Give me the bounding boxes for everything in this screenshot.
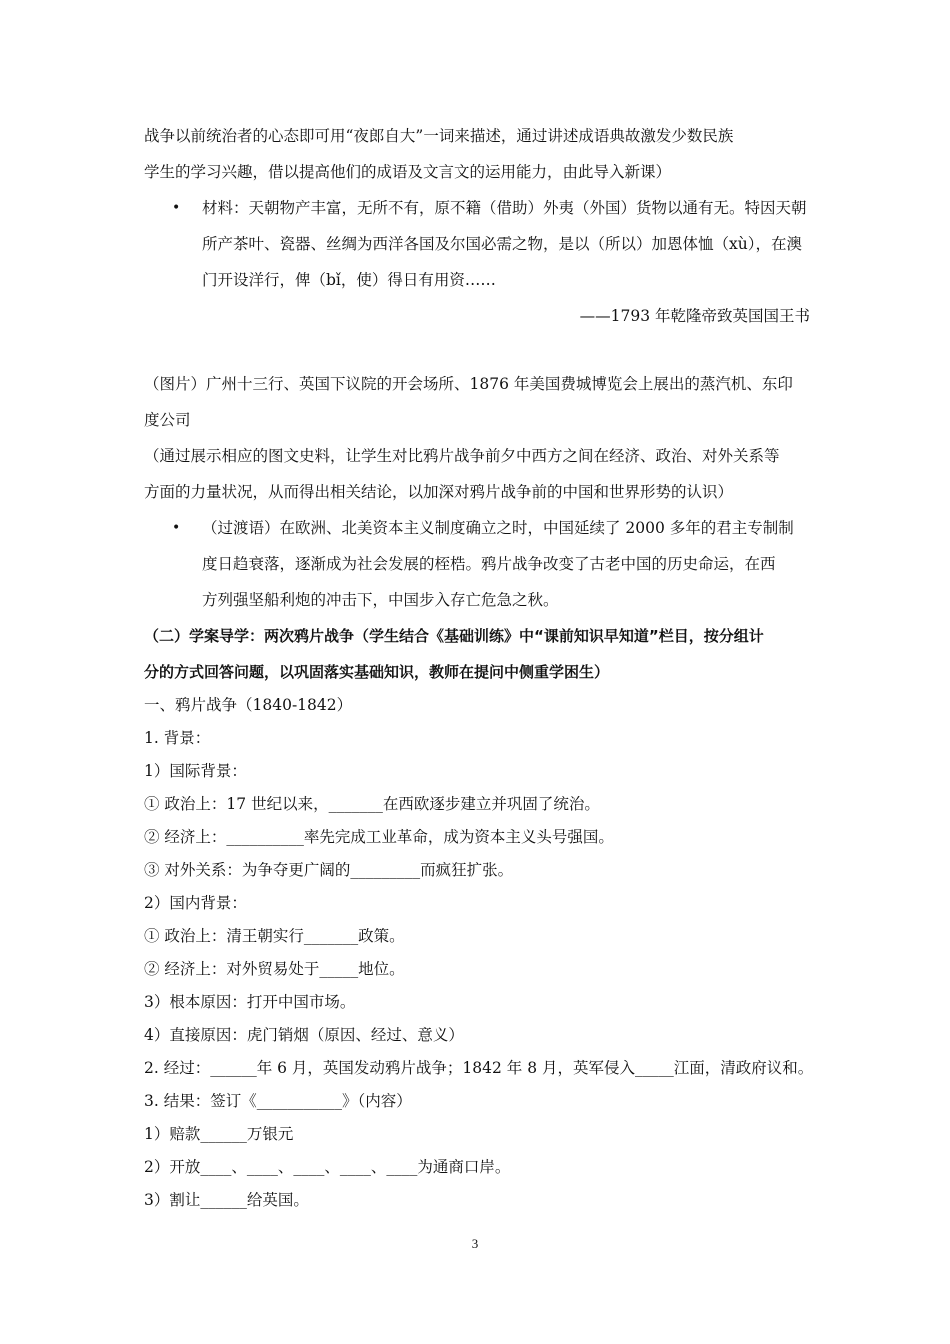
pictures-line-2: 度公司	[144, 411, 191, 429]
outline-line: 2）国内背景：	[144, 894, 247, 912]
outline-line: 2）开放____、____、____、____、____为通商口岸。	[144, 1158, 511, 1176]
outline-line: 1）赔款______万银元	[144, 1125, 294, 1143]
section-heading-line-1: （二）学案导学：两次鸦片战争（学生结合《基础训练》中“课前知识早知道”栏目，按分组计	[144, 627, 764, 645]
transition-line-1: （过渡语）在欧洲、北美资本主义制度确立之时，中国延续了 2000 多年的君主专制制	[202, 519, 794, 537]
intro-line-1: 战争以前统治者的心态即可用“夜郎自大”一词来描述，通过讲述成语典故激发少数民族	[144, 127, 734, 145]
outline-line: 4）直接原因：虎门销烟（原因、经过、意义）	[144, 1026, 464, 1044]
pictures-line-4: 方面的力量状况，从而得出相关结论，以加深对鸦片战争前的中国和世界形势的认识）	[144, 483, 734, 501]
pictures-line-3: （通过展示相应的图文史料，让学生对比鸦片战争前夕中西方之间在经济、政治、对外关系等	[144, 447, 780, 465]
material-source: ——1793 年乾隆帝致英国国王书	[579, 307, 810, 325]
outline-line: 3）割让______给英国。	[144, 1191, 309, 1209]
pictures-line-1: （图片）广州十三行、英国下议院的开会场所、1876 年美国费城博览会上展出的蒸汽机、东印	[144, 375, 793, 393]
bullet-icon: •	[172, 200, 181, 216]
outline-line: 一、鸦片战争（1840-1842）	[144, 696, 353, 714]
outline-line: 2. 经过：______年 6 月，英国发动鸦片战争；1842 年 8 月，英军侵入_____江面，清政府议和。	[144, 1059, 814, 1077]
outline-line: ② 经济上：__________率先完成工业革命，成为资本主义头号强国。	[144, 828, 614, 846]
outline-line: 3. 结果：签订《___________》（内容）	[144, 1092, 412, 1110]
material-line-2: 所产茶叶、瓷器、丝绸为西洋各国及尔国必需之物，是以（所以）加恩体恤（xù），在澳	[202, 235, 802, 253]
outline-line: 1）国际背景：	[144, 762, 247, 780]
page-number: 3	[471, 1236, 479, 1251]
material-line-3: 门开设洋行，俾（bǐ，使）得日有用资……	[202, 271, 496, 289]
outline-line: 3）根本原因：打开中国市场。	[144, 993, 356, 1011]
section-heading-line-2: 分的方式回答问题，以巩固落实基础知识，教师在提问中侧重学困生）	[144, 663, 610, 681]
transition-line-3: 方列强坚船利炮的冲击下，中国步入存亡危急之秋。	[202, 591, 559, 609]
outline-line: ③ 对外关系：为争夺更广阔的_________而疯狂扩张。	[144, 861, 514, 879]
outline-line: ② 经济上：对外贸易处于_____地位。	[144, 960, 405, 978]
transition-line-2: 度日趋衰落，逐渐成为社会发展的桎梏。鸦片战争改变了古老中国的历史命运，在西	[202, 555, 776, 573]
outline-line: ① 政治上：清王朝实行_______政策。	[144, 927, 405, 945]
bullet-icon: •	[172, 520, 181, 536]
material-line-1: 材料：天朝物产丰富，无所不有，原不籍（借助）外夷（外国）货物以通有无。特因天朝	[202, 199, 807, 217]
outline-line: ① 政治上：17 世纪以来，_______在西欧逐步建立并巩固了统治。	[144, 795, 600, 813]
intro-line-2: 学生的学习兴趣，借以提高他们的成语及文言文的运用能力，由此导入新课）	[144, 163, 672, 181]
outline-line: 1. 背景：	[144, 729, 211, 747]
